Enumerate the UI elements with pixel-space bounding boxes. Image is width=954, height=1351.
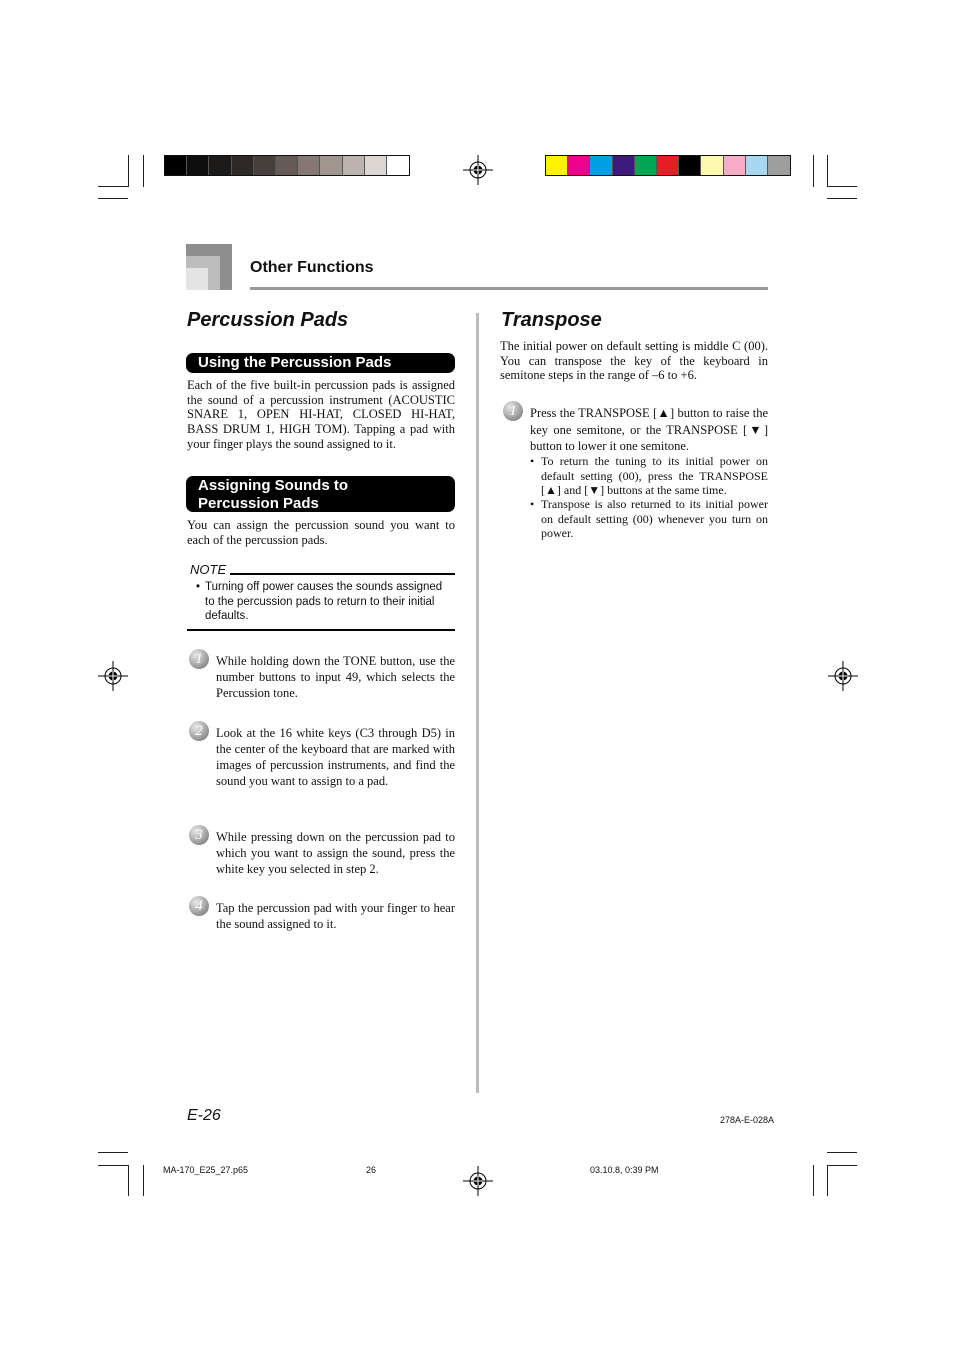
- crop-mark: [143, 155, 144, 187]
- crop-mark: [128, 1165, 129, 1196]
- color-swatch: [320, 156, 342, 175]
- banner-label-line2: Percussion Pads: [198, 495, 319, 512]
- sheet-number: 26: [366, 1165, 377, 1175]
- step-number-icon: 1: [189, 649, 209, 669]
- color-swatch: [165, 156, 187, 175]
- step-text: Look at the 16 white keys (C3 through D5) in the center of the keyboard that are marked with images of percussion instruments, and find the sound you want to assign to a pad.: [216, 726, 455, 788]
- file-name: MA-170_E25_27.p65: [163, 1165, 249, 1175]
- crop-mark: [98, 1152, 128, 1153]
- assigning-sounds-banner: [186, 476, 455, 512]
- step-number-icon: 1: [503, 401, 523, 421]
- header-graphic: [186, 244, 232, 290]
- transpose-bullet: Transpose is also returned to its initial power on default setting (00) whenever you turn on power.: [541, 497, 768, 540]
- assigning-paragraph: You can assign the percussion sound you want to each of the percussion pads.: [187, 518, 455, 547]
- step-number-icon: 4: [189, 896, 209, 916]
- crop-mark: [827, 155, 828, 187]
- section-header: Other Functions: [250, 259, 374, 276]
- page-number: E-26: [187, 1107, 221, 1124]
- crop-mark: [813, 155, 814, 187]
- registration-mark-icon: [463, 155, 493, 185]
- color-swatch: [701, 156, 723, 175]
- crop-mark: [827, 1152, 857, 1153]
- header-rule: [250, 287, 768, 290]
- color-swatch: [568, 156, 590, 175]
- color-swatch: [724, 156, 746, 175]
- color-swatch: [746, 156, 768, 175]
- color-swatch: [276, 156, 298, 175]
- banner-label-line1: Assigning Sounds to: [198, 477, 348, 494]
- color-swatch: [343, 156, 365, 175]
- percussion-pads-title: Percussion Pads: [187, 309, 349, 331]
- note-bullet: •: [196, 581, 201, 593]
- crop-mark: [827, 1165, 828, 1196]
- step-number-icon: 2: [189, 721, 209, 741]
- note-rule: [187, 629, 455, 631]
- registration-mark-icon: [463, 1166, 493, 1196]
- grayscale-bar: [164, 155, 410, 176]
- color-swatch: [657, 156, 679, 175]
- transpose-title: Transpose: [501, 309, 602, 331]
- note-label: NOTE: [190, 562, 227, 577]
- color-swatch: [387, 156, 409, 175]
- color-swatch: [613, 156, 635, 175]
- step-text: Press the TRANSPOSE [▲] button to raise the key one semitone, or the TRANSPOSE [▼] button to lower it one semitone.: [530, 406, 768, 453]
- color-swatch: [546, 156, 568, 175]
- crop-mark: [143, 1165, 144, 1196]
- note-rule: [230, 573, 455, 575]
- crop-mark: [98, 1165, 128, 1166]
- bullet-icon: •: [530, 454, 535, 468]
- banner-label: Using the Percussion Pads: [198, 354, 392, 371]
- document-code: 278A-E-028A: [720, 1115, 775, 1125]
- color-swatch: [679, 156, 701, 175]
- crop-mark: [827, 186, 857, 187]
- color-swatch: [254, 156, 276, 175]
- color-swatch: [590, 156, 612, 175]
- registration-mark-icon: [98, 661, 128, 691]
- print-date: 03.10.8, 0:39 PM: [590, 1165, 659, 1175]
- transpose-intro: The initial power on default setting is middle C (00). You can transpose the key of the keyboard in semitone steps in the range of –6 to +6.: [500, 339, 768, 383]
- color-bar: [545, 155, 791, 176]
- crop-mark: [128, 155, 129, 187]
- step-text: While pressing down on the percussion pad to which you want to assign the sound, press the white key you selected in step 2.: [216, 830, 455, 876]
- registration-mark-icon: [828, 661, 858, 691]
- crop-mark: [827, 198, 857, 199]
- color-swatch: [635, 156, 657, 175]
- color-swatch: [232, 156, 254, 175]
- crop-mark: [98, 198, 128, 199]
- color-swatch: [187, 156, 209, 175]
- column-divider: [476, 313, 479, 1093]
- color-swatch: [365, 156, 387, 175]
- step-text: Tap the percussion pad with your finger to hear the sound assigned to it.: [216, 901, 455, 931]
- bullet-icon: •: [530, 497, 535, 511]
- note-text: Turning off power causes the sounds assigned to the percussion pads to return to their initial defaults.: [205, 581, 443, 622]
- crop-mark: [813, 1165, 814, 1196]
- transpose-bullet: To return the tuning to its initial power on default setting (00), press the TRANSPOSE [▲] and [▼] buttons at the same time.: [541, 454, 768, 497]
- using-percussion-pads-banner: [186, 353, 455, 373]
- color-swatch: [209, 156, 231, 175]
- step-number-icon: 3: [189, 825, 209, 845]
- step-text: While holding down the TONE button, use the number buttons to input 49, which selects the Percussion tone.: [216, 654, 455, 700]
- color-swatch: [768, 156, 790, 175]
- crop-mark: [827, 1165, 857, 1166]
- color-swatch: [298, 156, 320, 175]
- crop-mark: [98, 186, 128, 187]
- percussion-intro-paragraph: Each of the five built-in percussion pads is assigned the sound of a percussion instrument (ACOUSTIC SNARE 1, OPEN HI-HAT, CLOSED HI-HAT, BASS DRUM 1, HIGH TOM). Tapping a pad with your finger plays the sound assigned to it.: [187, 378, 455, 451]
